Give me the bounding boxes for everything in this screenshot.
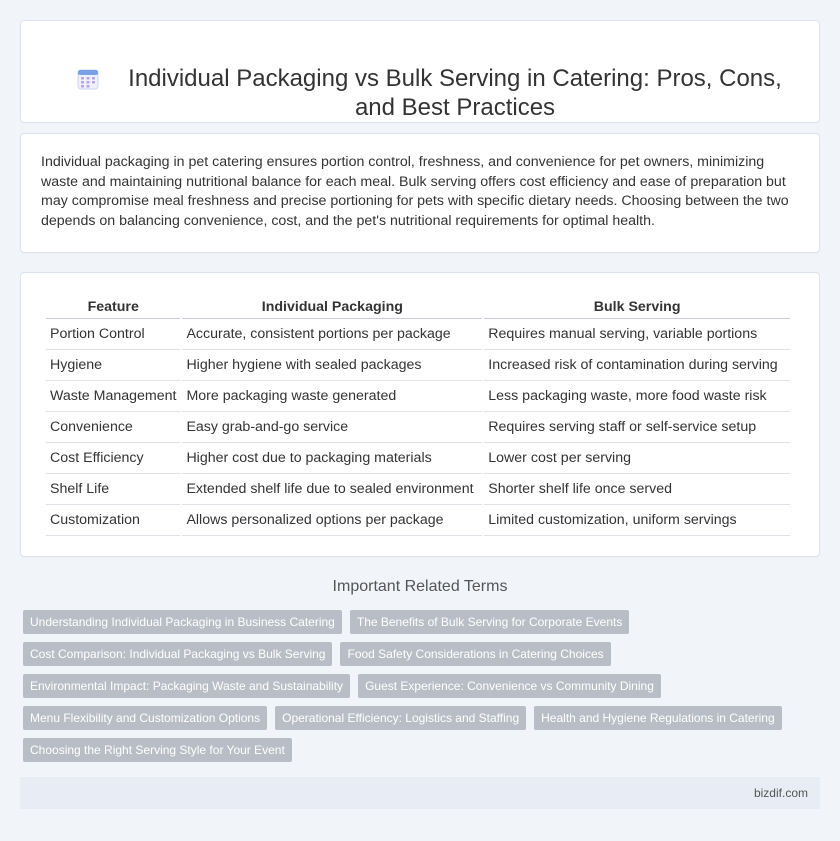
table-cell: Waste Management	[46, 381, 180, 412]
table-cell: Requires serving staff or self-service setup	[484, 412, 790, 443]
table-cell: Lower cost per serving	[484, 443, 790, 474]
calendar-icon	[76, 67, 100, 91]
table-row	[46, 474, 790, 505]
related-terms-heading: Important Related Terms	[332, 578, 508, 595]
table-row	[46, 381, 790, 412]
table-row	[46, 443, 790, 474]
comparison-table	[44, 296, 792, 536]
table-cell: Limited customization, uniform servings	[484, 505, 790, 536]
related-term-link[interactable]: Choosing the Right Serving Style for Your Event	[23, 738, 292, 762]
table-cell: Convenience	[46, 412, 180, 443]
table-cell: Shelf Life	[46, 474, 180, 505]
table-cell: Customization	[46, 505, 180, 536]
table-cell: Requires manual serving, variable portions	[484, 319, 790, 350]
related-term-link[interactable]: Food Safety Considerations in Catering Choices	[340, 642, 610, 666]
table-header-row	[46, 296, 790, 319]
footer-brand-link[interactable]: bizdif.com	[753, 786, 808, 800]
table-cell: Higher hygiene with sealed packages	[182, 350, 482, 381]
table-cell: Extended shelf life due to sealed environment	[182, 474, 482, 505]
comparison-table-card	[20, 272, 820, 557]
related-term-link[interactable]: Guest Experience: Convenience vs Community Dining	[358, 674, 661, 698]
table-row	[46, 505, 790, 536]
table-cell: Allows personalized options per package	[182, 505, 482, 536]
summary-text: Individual packaging in pet catering ensures portion control, freshness, and convenience for pet owners, minimizing waste and maintaining nutritional balance for each meal. Bulk serving offers cost efficiency and ease of preparation but may compromise meal freshness and precise portioning for pets with specific dietary needs. Choosing between the two depends on balancing convenience, cost, and the pet's nutritional requirements for optimal health.	[41, 154, 789, 229]
related-terms-list	[23, 610, 803, 762]
table-cell: Shorter shelf life once served	[484, 474, 790, 505]
column-header-individual-packaging: Individual Packaging	[182, 296, 482, 319]
title-card	[20, 20, 820, 123]
table-row	[46, 412, 790, 443]
column-header-feature: Feature	[46, 296, 180, 319]
table-cell: Less packaging waste, more food waste risk	[484, 381, 790, 412]
table-cell: Easy grab-and-go service	[182, 412, 482, 443]
table-cell: Portion Control	[46, 319, 180, 350]
table-cell: Hygiene	[46, 350, 180, 381]
table-cell: Increased risk of contamination during serving	[484, 350, 790, 381]
table-row	[46, 319, 790, 350]
page-title: Individual Packaging vs Bulk Serving in Catering: Pros, Cons, and Best Practices	[128, 65, 782, 121]
table-row	[46, 350, 790, 381]
related-term-link[interactable]: Menu Flexibility and Customization Options	[23, 706, 267, 730]
footer	[20, 777, 820, 809]
related-term-link[interactable]: Operational Efficiency: Logistics and Staffing	[275, 706, 526, 730]
table-cell: More packaging waste generated	[182, 381, 482, 412]
related-term-link[interactable]: Understanding Individual Packaging in Business Catering	[23, 610, 342, 634]
related-term-link[interactable]: Cost Comparison: Individual Packaging vs Bulk Serving	[23, 642, 332, 666]
related-term-link[interactable]: Health and Hygiene Regulations in Catering	[534, 706, 781, 730]
table-cell: Cost Efficiency	[46, 443, 180, 474]
summary-card	[20, 133, 820, 253]
table-cell: Higher cost due to packaging materials	[182, 443, 482, 474]
related-term-link[interactable]: Environmental Impact: Packaging Waste and Sustainability	[23, 674, 350, 698]
table-cell: Accurate, consistent portions per package	[182, 319, 482, 350]
related-term-link[interactable]: The Benefits of Bulk Serving for Corporate Events	[350, 610, 629, 634]
column-header-bulk-serving: Bulk Serving	[484, 296, 790, 319]
